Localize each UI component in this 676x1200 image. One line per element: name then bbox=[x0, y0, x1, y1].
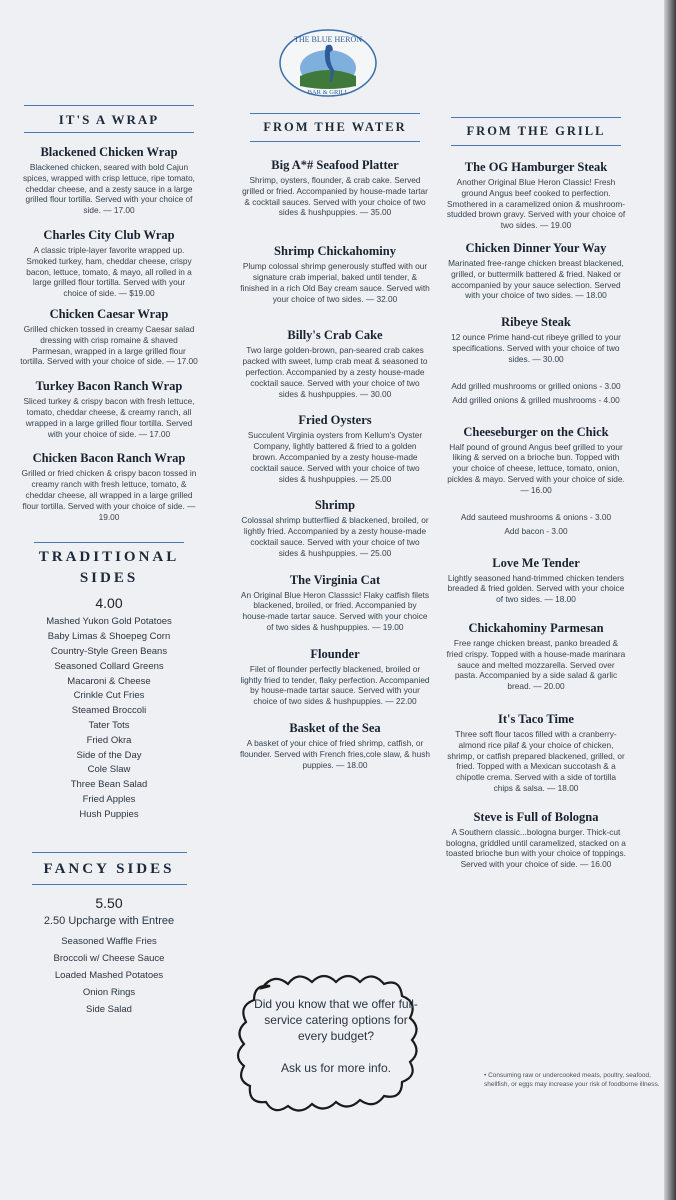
item-description: A Southern classic...bologna burger. Thick-cut bologna, griddled until caramelized, stacked on a toasted brioche bun with your choice of toppings. Served with your choice of side. — 16.00 bbox=[446, 826, 626, 870]
item-description: Blackened chicken, seared with bold Cajun spices, wrapped with crisp lettuce, ripe tomato, cheddar cheese, and a zesty sauce in a large grilled flour tortilla. Served with your choice of side. — 17.00 bbox=[22, 162, 195, 216]
item-description: Colossal shrimp butterflied & blackened, broiled, or lightly fried. Accompanied by a zesty house-made cocktail sauce. Served with your choice of two sides & hushpuppies. — 25.00 bbox=[241, 515, 429, 558]
side-item: Seasoned Collard Greens bbox=[54, 660, 164, 672]
grill-heading: FROM THE GRILL bbox=[466, 124, 606, 138]
item-name: Shrimp Chickahominy bbox=[274, 244, 396, 259]
logo-title: THE BLUE HERON bbox=[294, 35, 362, 44]
item-name: The OG Hamburger Steak bbox=[464, 160, 608, 174]
item-name: The Virginia Cat bbox=[289, 572, 381, 587]
item-name: Love Me Tender bbox=[492, 555, 580, 570]
item-description: Grilled chicken tossed in creamy Caesar salad dressing with crisp romaine & shaved Parmesan, wrapped in a large grilled flour tortilla. Served with your choice of side. — 17.00 bbox=[20, 323, 198, 367]
menu-item bbox=[240, 721, 430, 770]
right-column bbox=[446, 105, 626, 870]
side-item: Side Salad bbox=[86, 1004, 132, 1016]
traditional-sides-heading: TRADITIONAL SIDES bbox=[38, 549, 180, 587]
menu-item bbox=[20, 145, 198, 216]
logo-subtitle: BAR & GRILL bbox=[307, 89, 349, 96]
item-name: Chicken Dinner Your Way bbox=[465, 240, 607, 255]
menu-item bbox=[20, 379, 198, 439]
item-name: Flounder bbox=[310, 646, 360, 661]
menu-item bbox=[240, 328, 430, 399]
item-description: A basket of your chice of fried shrimp, catfish, or flounder. Served with French fries,cole slaw, & hush puppies. — 18.00 bbox=[240, 737, 431, 770]
menu-item bbox=[446, 712, 626, 794]
item-name: Ribeye Steak bbox=[501, 315, 571, 330]
side-item: Three Bean Salad bbox=[70, 779, 148, 791]
middle-column bbox=[240, 105, 430, 770]
menu-item bbox=[240, 158, 430, 218]
fancy-sides-list bbox=[20, 933, 198, 1018]
menu-item bbox=[20, 228, 198, 299]
item-name: Charles City Club Wrap bbox=[43, 227, 175, 242]
menu-item bbox=[20, 307, 198, 367]
item-name: Fried Oysters bbox=[298, 413, 372, 428]
menu-item bbox=[446, 315, 626, 406]
side-item: Broccoli w/ Cheese Sauce bbox=[53, 953, 165, 965]
item-description: An Original Blue Heron Classsic! Flaky catfish filets blackened, broiled, or fried. Accompanied by house-made tartar sauce. Served with your choice of two sides & hushpuppies. — 19.00 bbox=[240, 589, 430, 632]
page-edge bbox=[664, 0, 676, 1200]
side-item: Tater Tots bbox=[88, 719, 130, 731]
fancy-sides-heading: FANCY SIDES bbox=[43, 861, 175, 878]
item-name: Turkey Bacon Ranch Wrap bbox=[35, 379, 183, 394]
item-description: Free range chicken breast, panko breaded & fried crispy. Topped with a house-made marinara sauce and melted mozzarella. Served over pasta. Accompanied by a side salad & garlic bread. — 20.00 bbox=[446, 637, 626, 692]
side-item: Cole Slaw bbox=[87, 764, 131, 776]
side-item: Seasoned Waffle Fries bbox=[61, 936, 157, 948]
item-name: Shrimp bbox=[314, 498, 356, 513]
item-description: Filet of flounder perfectly blackened, broiled or lightly fried to tender, flaky perfection. Accompanied by house-made tartar sauce. Served with your choice of two sides & hushpuppies. — 22.00 bbox=[240, 663, 430, 707]
fancy-sides-upcharge: 2.50 Upcharge with Entree bbox=[43, 915, 175, 928]
fancy-sides-price: 5.50 bbox=[95, 895, 123, 912]
item-description: A classic triple-layer favorite wrapped up. Smoked turkey, ham, cheddar cheese, crispy bacon, lettuce, tomato, & mayo, all rolled in a large grilled flour tortilla. Served with your choice of side. — $19.00 bbox=[26, 244, 192, 299]
item-addon: Add grilled mushrooms or grilled onions - 3.00 bbox=[451, 380, 621, 391]
menu-item bbox=[20, 451, 198, 522]
item-name: It's Taco Time bbox=[498, 711, 574, 726]
item-name: Blackened Chicken Wrap bbox=[40, 145, 178, 159]
menu-item bbox=[446, 621, 626, 692]
item-description: Marinated free-range chicken breast blackened, grilled, or buttermilk battered & fried. Naked or accompanied by your sauce selection. Served with your choice of two sides. — 18.00 bbox=[448, 257, 624, 301]
item-name: Big A*# Seafood Platter bbox=[271, 158, 399, 172]
consumer-advisory: • Consuming raw or undercooked meats, poultry, seafood, shellfish, or eggs may increase your risk of foodborne illness. bbox=[484, 1072, 660, 1088]
side-item: Side of the Day bbox=[76, 749, 142, 761]
menu-item bbox=[240, 244, 430, 304]
item-name: Chicken Caesar Wrap bbox=[49, 306, 169, 321]
item-name: Chicken Bacon Ranch Wrap bbox=[32, 451, 186, 466]
menu-item bbox=[446, 241, 626, 301]
menu-item bbox=[240, 413, 430, 484]
catering-callout bbox=[252, 996, 420, 1076]
side-item: Onion Rings bbox=[82, 987, 136, 999]
side-item: Fried Apples bbox=[82, 793, 136, 805]
side-item: Crinkle Cut Fries bbox=[73, 690, 145, 702]
item-description: Three soft flour tacos filled with a cranberry-almond rice pilaf & your choice of chicken, shrimp, or catfish prepared blackened, grilled, or fried. Topped with a Mexican succotash & a chipotle crema. Served with a side of tortilla chips & salsa. — 18.00 bbox=[447, 728, 625, 793]
water-heading: FROM THE WATER bbox=[263, 120, 407, 134]
item-name: Cheeseburger on the Chick bbox=[463, 424, 609, 439]
item-description: Two large golden-brown, pan-seared crab cakes packed with sweet, lump crab meat & seasoned to perfection. Accompanied by a zesty house-made cocktail sauce. Served with your choice of two sides & hushpuppies. — 30.00 bbox=[242, 345, 428, 399]
item-addon: Add sauteed mushrooms & onions - 3.00 bbox=[460, 511, 612, 522]
side-item: Fried Okra bbox=[86, 734, 132, 746]
catering-question: Did you know that we offer full-service catering options for every budget? bbox=[254, 997, 418, 1043]
traditional-sides-list bbox=[20, 615, 198, 822]
item-description: 12 ounce Prime hand-cut ribeye grilled to your specifications. Served with your choice of two sides. — 30.00 bbox=[451, 332, 621, 364]
side-item: Macaroni & Cheese bbox=[67, 675, 151, 687]
catering-ask: Ask us for more info. bbox=[280, 1061, 392, 1075]
item-description: Succulent Virginia oysters from Kellum's Oyster Company, lightly battered & fried to a golden brown. Accompanied by a zesty house-made cocktail sauce. Served with your choice of two sides & hushpuppies. — 25.00 bbox=[247, 430, 423, 484]
traditional-sides-price: 4.00 bbox=[95, 595, 123, 612]
item-description: Another Original Blue Heron Classic! Fresh ground Angus beef cooked to perfection. Smothered in a caramelized onion & mushroom-studded brown gravy. Served with your choice of two sides. — 19.00 bbox=[446, 177, 626, 231]
item-name: Billy's Crab Cake bbox=[287, 328, 383, 343]
water-list bbox=[240, 158, 430, 770]
menu-item bbox=[446, 425, 626, 538]
grill-list bbox=[446, 160, 626, 870]
menu-item bbox=[240, 573, 430, 633]
item-name: Steve is Full of Bologna bbox=[473, 809, 599, 824]
side-item: Baby Limas & Shoepeg Corn bbox=[47, 631, 171, 643]
item-description: Lightly seasoned hand-trimmed chicken tenders breaded & fried golden. Served with your choice of two sides. — 18.00 bbox=[447, 572, 625, 605]
side-item: Loaded Mashed Potatoes bbox=[54, 970, 164, 982]
item-addon: Add bacon - 3.00 bbox=[504, 525, 568, 536]
menu-item bbox=[446, 810, 626, 870]
item-name: Basket of the Sea bbox=[289, 720, 381, 735]
side-item: Steamed Broccoli bbox=[71, 705, 147, 717]
side-item: Mashed Yukon Gold Potatoes bbox=[46, 616, 172, 628]
wraps-heading: IT'S A WRAP bbox=[58, 112, 160, 127]
side-item: Country-Style Green Beans bbox=[50, 645, 168, 657]
item-addon: Add grilled onions & grilled mushrooms - 4.00 bbox=[452, 394, 620, 405]
menu-item bbox=[240, 498, 430, 558]
wraps-list bbox=[20, 145, 198, 522]
menu-item bbox=[446, 160, 626, 231]
side-item: Hush Puppies bbox=[79, 808, 139, 820]
item-description: Shrimp, oysters, flounder, & crab cake. Served grilled or fried. Accompanied by house-made tartar & cocktail sauces. Served with your choice of two sides & hushpuppies. — 35.00 bbox=[242, 175, 428, 218]
menu-item bbox=[240, 647, 430, 707]
item-description: Half pound of ground Angus beef grilled to your liking & served on a brioche bun. Topped with your choice of cheese, lettuce, tomato, onion, pickles & mayo. Served with your choice of side. — 16.00 bbox=[447, 441, 625, 495]
menu-item bbox=[446, 556, 626, 605]
item-name: Chickahominy Parmesan bbox=[468, 620, 604, 635]
blue-heron-logo bbox=[278, 28, 378, 98]
item-description: Sliced turkey & crispy bacon with fresh lettuce, tomato, cheddar cheese, & creamy ranch, all wrapped in a large grilled flour tortilla. Served with your choice of side. — 17.00 bbox=[23, 396, 195, 439]
item-description: Grilled or fried chicken & crispy bacon tossed in creamy ranch with fresh lettuce, tomato, & cheddar cheese, all wrapped in a large grilled flour tortilla. Served with your choice of side. — 19.00 bbox=[21, 468, 197, 522]
item-description: Plump colossal shrimp generously stuffed with our signature crab imperial, baked until tender, & finished in a rich Old Bay cream sauce. Served with your choice of two sides. — 32.00 bbox=[240, 261, 430, 304]
left-column bbox=[20, 105, 198, 1018]
